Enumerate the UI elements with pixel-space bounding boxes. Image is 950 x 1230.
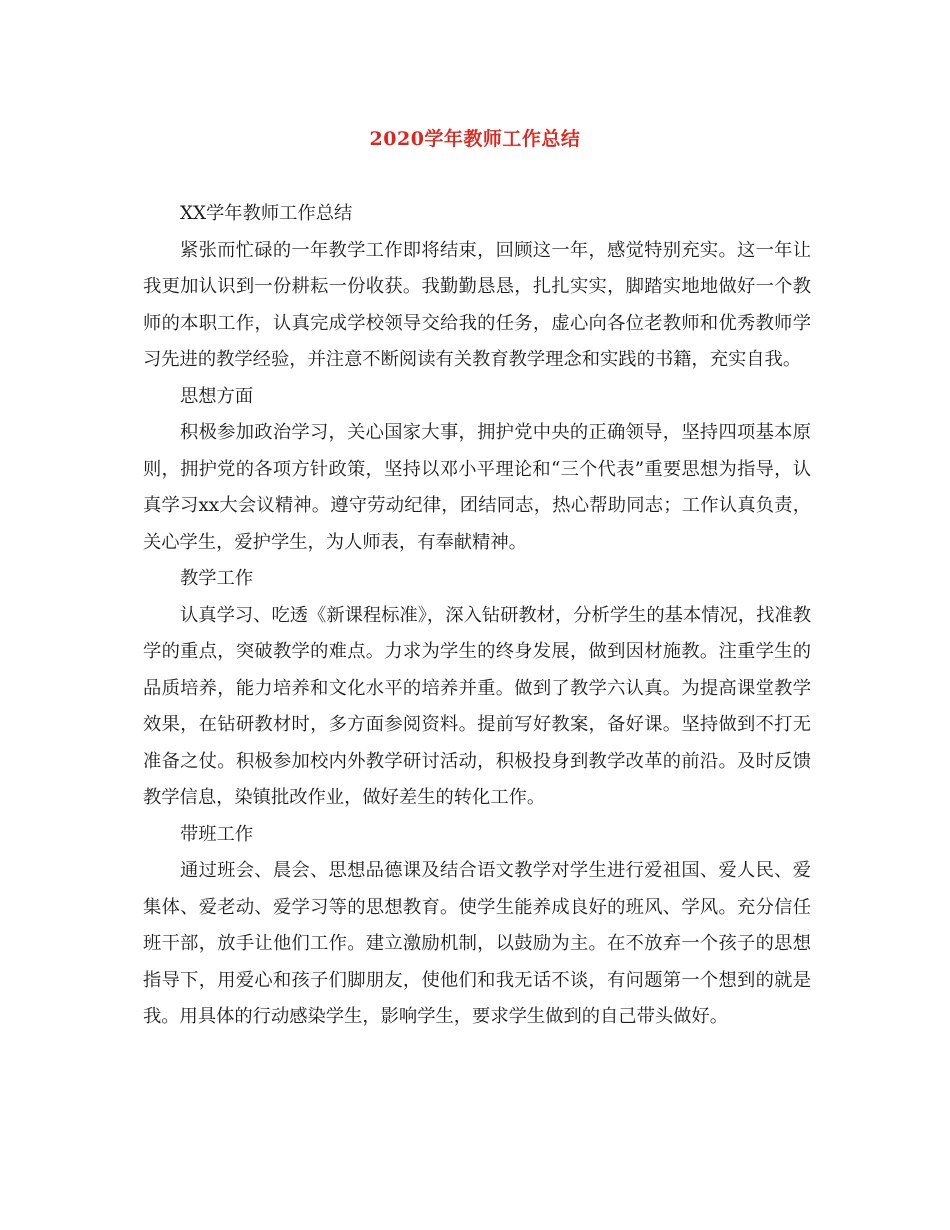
document-title: 2020学年教师工作总结 bbox=[369, 128, 581, 150]
document-body bbox=[143, 196, 811, 1036]
paragraph-subtitle: XX学年教师工作总结 bbox=[180, 203, 353, 224]
paragraph-class: 通过班会、晨会、思想品德课及结合语文教学对学生进行爱祖国、爱人民、爱集体、爱老动、爱学习等的思想教育。使学生能养成良好的班风、学风。充分信任班干部，放手让他们工作。建立激励机制，以鼓励为主。在不放弃一个孩子的思想指导下，用爱心和孩子们脚朋友，使他们和我无话不谈，有问题第一个想到的就是我。用具体的行动感染学生，影响学生，要求学生做到的自己带头做好。 bbox=[143, 860, 811, 1027]
section-heading-ideology: 思想方面 bbox=[180, 385, 254, 407]
paragraph-ideology: 积极参加政治学习，关心国家大事，拥护党中央的正确领导，坚持四项基本原则，拥护党的各项方针政策，坚持以邓小平理论和“三个代表”重要思想为指导，认真学习xx大会议精神。遵守劳动纪律，团结同志，热心帮助同志；工作认真负责，关心学生，爱护学生，为人师表，有奉献精神。 bbox=[143, 422, 811, 553]
section-heading-teaching: 教学工作 bbox=[180, 568, 254, 589]
section-heading-class: 带班工作 bbox=[180, 823, 254, 845]
paragraph-teaching: 认真学习、吃透《新课程标准》，深入钻研教材，分析学生的基本情况，找准教学的重点，突破教学的难点。力求为学生的终身发展，做到因材施教。注重学生的品质培养，能力培养和文化水平的培养并重。做到了教学六认真。为提高课堂教学效果，在钻研教材时，多方面参阅资料。提前写好教案，备好课。坚持做到不打无准备之仗。积极参加校内外教学研讨活动，积极投身到教学改革的前沿。及时反馈教学信息，染镇批改作业，做好差生的转化工作。 bbox=[143, 604, 811, 808]
paragraph-intro: 紧张而忙碌的一年教学工作即将结束，回顾这一年，感觉特别充实。这一年让我更加认识到一份耕耘一份收获。我勤勤恳恳，扎扎实实，脚踏实地地做好一个教师的本职工作，认真完成学校领导交给我的任务，虚心向各位老教师和优秀教师学习先进的教学经验，并注意不断阅读有关教育教学理念和实践的书籍，充实自我。 bbox=[143, 239, 811, 370]
